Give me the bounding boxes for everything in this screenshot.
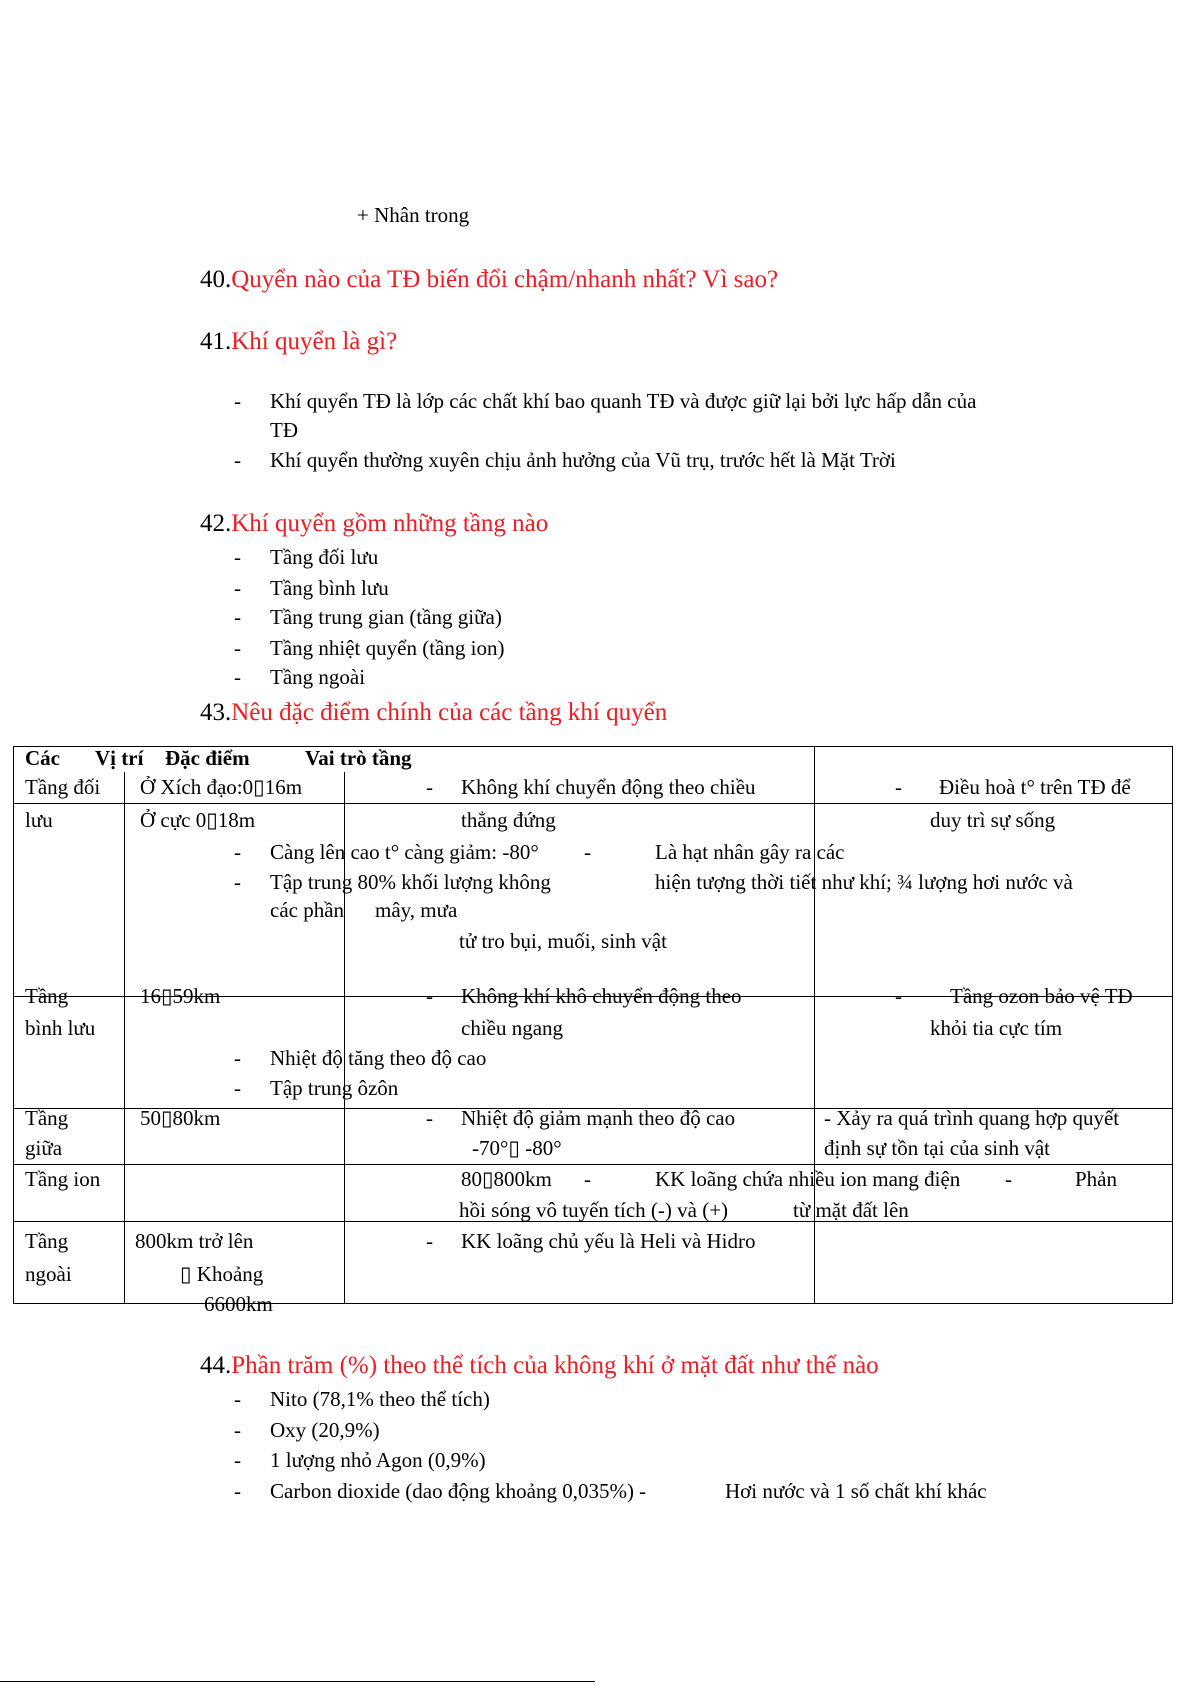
question-41 bbox=[200, 328, 397, 356]
question-44 bbox=[200, 1352, 879, 1380]
bullet-dash: - bbox=[234, 1448, 241, 1472]
row-feature: Không khí chuyển động theo chiều bbox=[461, 775, 756, 799]
list-item: Carbon dioxide (dao động khoảng 0,035%) - bbox=[270, 1479, 647, 1503]
row-feature: thẳng đứng bbox=[461, 808, 556, 832]
row-position: 50▯80km bbox=[140, 1106, 221, 1130]
row-detail: - bbox=[584, 840, 591, 864]
list-item: Tầng nhiệt quyển (tầng ion) bbox=[270, 636, 505, 660]
list-item: Khí quyển TĐ là lớp các chất khí bao quanh TĐ và được giữ lại bởi lực hấp dẫn của bbox=[270, 389, 977, 413]
table-column-divider bbox=[124, 772, 125, 1304]
question-number: 44. bbox=[200, 1352, 232, 1379]
row-name: giữa bbox=[25, 1136, 63, 1160]
bullet-dash: - bbox=[234, 1479, 241, 1503]
row-role: Điều hoà t° trên TĐ để bbox=[939, 775, 1131, 799]
question-number: 41. bbox=[200, 328, 232, 355]
bullet-dash: - bbox=[234, 840, 241, 864]
row-feature: KK loãng chủ yếu là Heli và Hidro bbox=[461, 1229, 756, 1253]
table-border bbox=[13, 1303, 1173, 1304]
bullet-dash: - bbox=[234, 1387, 241, 1411]
list-item: Tầng đối lưu bbox=[270, 545, 379, 569]
row-role: khỏi tia cực tím bbox=[930, 1016, 1063, 1040]
bullet-dash: - bbox=[234, 605, 241, 629]
bullet-dash: - bbox=[234, 665, 241, 689]
row-name: bình lưu bbox=[25, 1016, 96, 1040]
row-position: 6600km bbox=[204, 1292, 273, 1316]
row-position: 16▯59km bbox=[140, 984, 221, 1008]
row-detail: Nhiệt độ tăng theo độ cao bbox=[270, 1046, 487, 1070]
bullet-dash: - bbox=[234, 1046, 241, 1070]
table-header-dac-diem: Đặc điểm bbox=[165, 746, 250, 770]
row-detail: mây, mưa bbox=[375, 898, 458, 922]
bullet-dash: - bbox=[426, 775, 433, 799]
row-detail: Càng lên cao t° càng giảm: -80° bbox=[270, 840, 539, 864]
row-detail: Tập trung ôzôn bbox=[270, 1076, 399, 1100]
table-row-divider bbox=[13, 1164, 1173, 1165]
row-role: - Xảy ra quá trình quang hợp quyết bbox=[824, 1106, 1120, 1130]
row-position: Ở cực 0▯18m bbox=[140, 808, 256, 832]
row-role: định sự tồn tại của sinh vật bbox=[824, 1136, 1051, 1160]
row-feature: hồi sóng vô tuyến tích (-) và (+) bbox=[459, 1198, 729, 1222]
question-number: 40. bbox=[200, 266, 232, 293]
list-item: Oxy (20,9%) bbox=[270, 1418, 380, 1442]
row-detail: hiện tượng thời tiết như khí; ¾ lượng hơi nước và bbox=[655, 870, 1073, 894]
page-bottom-rule bbox=[0, 1681, 595, 1682]
row-detail: - bbox=[584, 1167, 591, 1191]
bullet-dash: - bbox=[234, 576, 241, 600]
bullet-dash: - bbox=[895, 984, 902, 1008]
list-item: Khí quyển thường xuyên chịu ảnh hưởng của Vũ trụ, trước hết là Mặt Trời bbox=[270, 448, 896, 472]
row-name: Tầng bbox=[25, 1106, 69, 1130]
table-header-vi-tri: Vị trí bbox=[95, 746, 144, 770]
bullet-dash: - bbox=[426, 1229, 433, 1253]
question-text: Khí quyển là gì? bbox=[231, 328, 398, 355]
bullet-dash: - bbox=[234, 389, 241, 413]
bullet-dash: - bbox=[234, 1418, 241, 1442]
row-name: ngoài bbox=[25, 1262, 72, 1286]
row-position: ▯ Khoảng bbox=[180, 1262, 264, 1286]
table-header-cac: Các bbox=[25, 746, 60, 770]
row-feature: -70°▯ -80° bbox=[472, 1136, 562, 1160]
table-row-divider bbox=[13, 803, 1173, 804]
list-item-continued: TĐ bbox=[270, 418, 298, 442]
row-role: Phản bbox=[1075, 1167, 1117, 1191]
bullet-dash: - bbox=[234, 870, 241, 894]
row-feature: KK loãng chứa nhiều ion mang điện bbox=[655, 1167, 961, 1191]
bullet-dash: - bbox=[895, 775, 902, 799]
row-position: Ở Xích đạo:0▯16m bbox=[140, 775, 303, 799]
row-role: Tầng ozon bảo vệ TĐ bbox=[950, 984, 1133, 1008]
row-name: Tầng bbox=[25, 984, 69, 1008]
bullet-dash: - bbox=[234, 545, 241, 569]
bullet-dash: - bbox=[426, 984, 433, 1008]
row-role: duy trì sự sống bbox=[930, 808, 1056, 832]
question-text: Nêu đặc điểm chính của các tầng khí quyển bbox=[231, 699, 668, 726]
row-name: Tầng ion bbox=[25, 1167, 101, 1191]
row-name: Tầng bbox=[25, 1229, 69, 1253]
bullet-dash: - bbox=[426, 1106, 433, 1130]
row-detail: tử tro bụi, muối, sinh vật bbox=[459, 929, 667, 953]
question-42 bbox=[200, 510, 548, 538]
question-text: Khí quyển gồm những tầng nào bbox=[231, 510, 549, 537]
row-detail: Là hạt nhân gây ra các bbox=[655, 840, 845, 864]
row-name: lưu bbox=[25, 808, 53, 832]
row-role: từ mặt đất lên bbox=[793, 1198, 909, 1222]
list-item: Tầng bình lưu bbox=[270, 576, 389, 600]
table-header-vai-tro: Vai trò tầng bbox=[305, 746, 412, 770]
bullet-dash: - bbox=[234, 448, 241, 472]
row-name: Tầng đối bbox=[25, 775, 101, 799]
nhan-trong-text: + Nhân trong bbox=[357, 203, 470, 227]
row-detail: các phần bbox=[270, 898, 345, 922]
question-number: 42. bbox=[200, 510, 232, 537]
question-number: 43. bbox=[200, 699, 232, 726]
row-position: 80▯800km bbox=[461, 1167, 552, 1191]
list-item: Tầng ngoài bbox=[270, 665, 366, 689]
list-item-extra: Hơi nước và 1 số chất khí khác bbox=[725, 1479, 987, 1503]
row-position: 800km trở lên bbox=[135, 1229, 254, 1253]
row-feature: Nhiệt độ giảm mạnh theo độ cao bbox=[461, 1106, 736, 1130]
bullet-dash: - bbox=[234, 1076, 241, 1100]
question-text: Quyển nào của TĐ biến đổi chậm/nhanh nhất? Vì sao? bbox=[231, 266, 779, 293]
row-feature: chiều ngang bbox=[461, 1016, 564, 1040]
list-item: Tầng trung gian (tầng giữa) bbox=[270, 605, 502, 629]
list-item: Nito (78,1% theo thể tích) bbox=[270, 1387, 490, 1411]
row-detail: - bbox=[1005, 1167, 1012, 1191]
row-feature: Không khí khô chuyển động theo bbox=[461, 984, 742, 1008]
question-text: Phần trăm (%) theo thể tích của không khí ở mặt đất như thế nào bbox=[231, 1352, 879, 1379]
row-detail: Tập trung 80% khối lượng không bbox=[270, 870, 551, 894]
question-40 bbox=[200, 266, 778, 294]
bullet-dash: - bbox=[234, 636, 241, 660]
list-item: 1 lượng nhỏ Agon (0,9%) bbox=[270, 1448, 486, 1472]
question-43 bbox=[200, 699, 667, 727]
